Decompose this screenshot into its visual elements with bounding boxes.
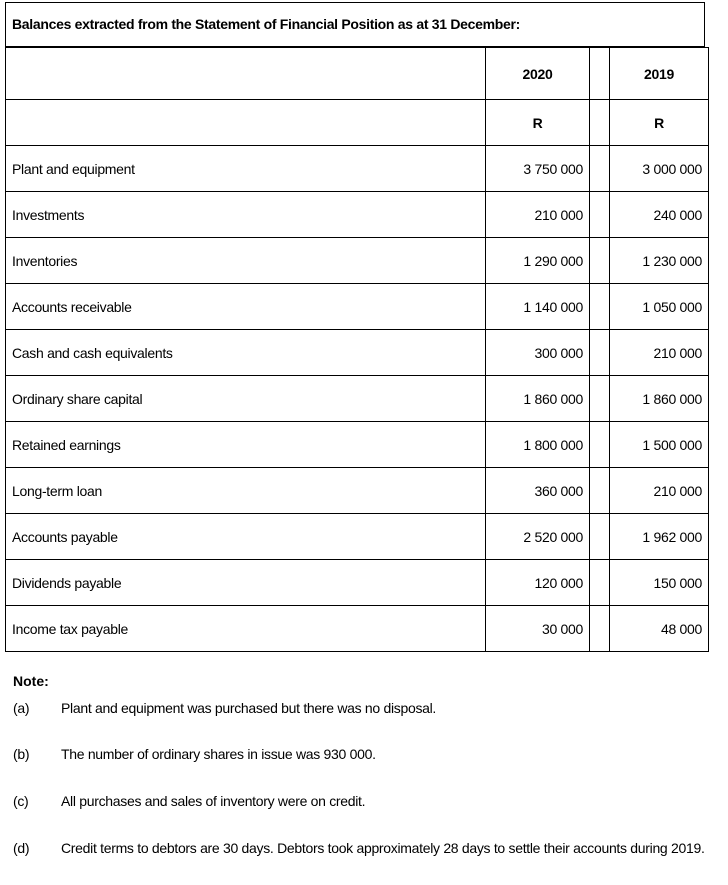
row-item-label: Ordinary share capital: [6, 376, 486, 422]
year-2020-header: 2020: [486, 48, 590, 100]
value-2019: 1 050 000: [610, 284, 709, 330]
table-row: [6, 192, 709, 238]
row-item-label: Inventories: [6, 238, 486, 284]
spacer-cell: [590, 100, 610, 146]
currency-2020-header: R: [486, 100, 590, 146]
header-empty-cell: [6, 100, 486, 146]
note-text: Credit terms to debtors are 30 days. Debtors took approximately 28 days to settle their accounts during 2019.: [61, 840, 705, 856]
table-row: [6, 284, 709, 330]
currency-2019-header: R: [610, 100, 709, 146]
spacer-cell: [590, 284, 610, 330]
spacer-cell: [590, 330, 610, 376]
title-box: [5, 2, 705, 47]
value-2019: 240 000: [610, 192, 709, 238]
year-2019-header: 2019: [610, 48, 709, 100]
value-2020: 210 000: [486, 192, 590, 238]
header-row-currency: [6, 100, 709, 146]
table-row: [6, 238, 709, 284]
table-title: Balances extracted from the Statement of Financial Position as at 31 December:: [12, 16, 520, 32]
note-label: (a): [13, 700, 30, 716]
note-text: The number of ordinary shares in issue was 930 000.: [61, 746, 376, 762]
row-item-label: Investments: [6, 192, 486, 238]
balance-rows: [6, 146, 709, 652]
value-2019: 48 000: [610, 606, 709, 652]
value-2020: 300 000: [486, 330, 590, 376]
value-2020: 1 860 000: [486, 376, 590, 422]
table-row: [6, 606, 709, 652]
value-2020: 1 800 000: [486, 422, 590, 468]
value-2020: 120 000: [486, 560, 590, 606]
spacer-cell: [590, 376, 610, 422]
spacer-cell: [590, 606, 610, 652]
spacer-cell: [590, 192, 610, 238]
row-item-label: Accounts receivable: [6, 284, 486, 330]
row-item-label: Retained earnings: [6, 422, 486, 468]
table-row: [6, 422, 709, 468]
header-row-years: [6, 48, 709, 100]
spacer-cell: [590, 238, 610, 284]
value-2019: 1 860 000: [610, 376, 709, 422]
note-text: All purchases and sales of inventory were on credit.: [61, 793, 366, 809]
value-2019: 3 000 000: [610, 146, 709, 192]
table-row: [6, 376, 709, 422]
value-2019: 1 962 000: [610, 514, 709, 560]
value-2019: 1 500 000: [610, 422, 709, 468]
value-2020: 360 000: [486, 468, 590, 514]
row-item-label: Cash and cash equivalents: [6, 330, 486, 376]
spacer-cell: [590, 146, 610, 192]
row-item-label: Accounts payable: [6, 514, 486, 560]
table-row: [6, 330, 709, 376]
note-label: (d): [13, 840, 30, 856]
value-2020: 30 000: [486, 606, 590, 652]
spacer-cell: [590, 560, 610, 606]
header-empty-cell: [6, 48, 486, 100]
row-item-label: Long-term loan: [6, 468, 486, 514]
table-row: [6, 514, 709, 560]
table-row: [6, 468, 709, 514]
table-row: [6, 560, 709, 606]
spacer-cell: [590, 514, 610, 560]
value-2019: 1 230 000: [610, 238, 709, 284]
row-item-label: Dividends payable: [6, 560, 486, 606]
spacer-cell: [590, 468, 610, 514]
value-2020: 1 290 000: [486, 238, 590, 284]
value-2020: 1 140 000: [486, 284, 590, 330]
value-2019: 210 000: [610, 330, 709, 376]
value-2019: 210 000: [610, 468, 709, 514]
note-text: Plant and equipment was purchased but there was no disposal.: [61, 700, 437, 716]
value-2020: 3 750 000: [486, 146, 590, 192]
row-item-label: Income tax payable: [6, 606, 486, 652]
value-2019: 150 000: [610, 560, 709, 606]
note-label: (c): [13, 793, 29, 809]
spacer-cell: [590, 422, 610, 468]
row-item-label: Plant and equipment: [6, 146, 486, 192]
value-2020: 2 520 000: [486, 514, 590, 560]
note-label: (b): [13, 746, 30, 762]
balances-table: [5, 47, 709, 652]
note-heading: Note:: [13, 673, 49, 689]
table-row: [6, 146, 709, 192]
spacer-cell: [590, 48, 610, 100]
